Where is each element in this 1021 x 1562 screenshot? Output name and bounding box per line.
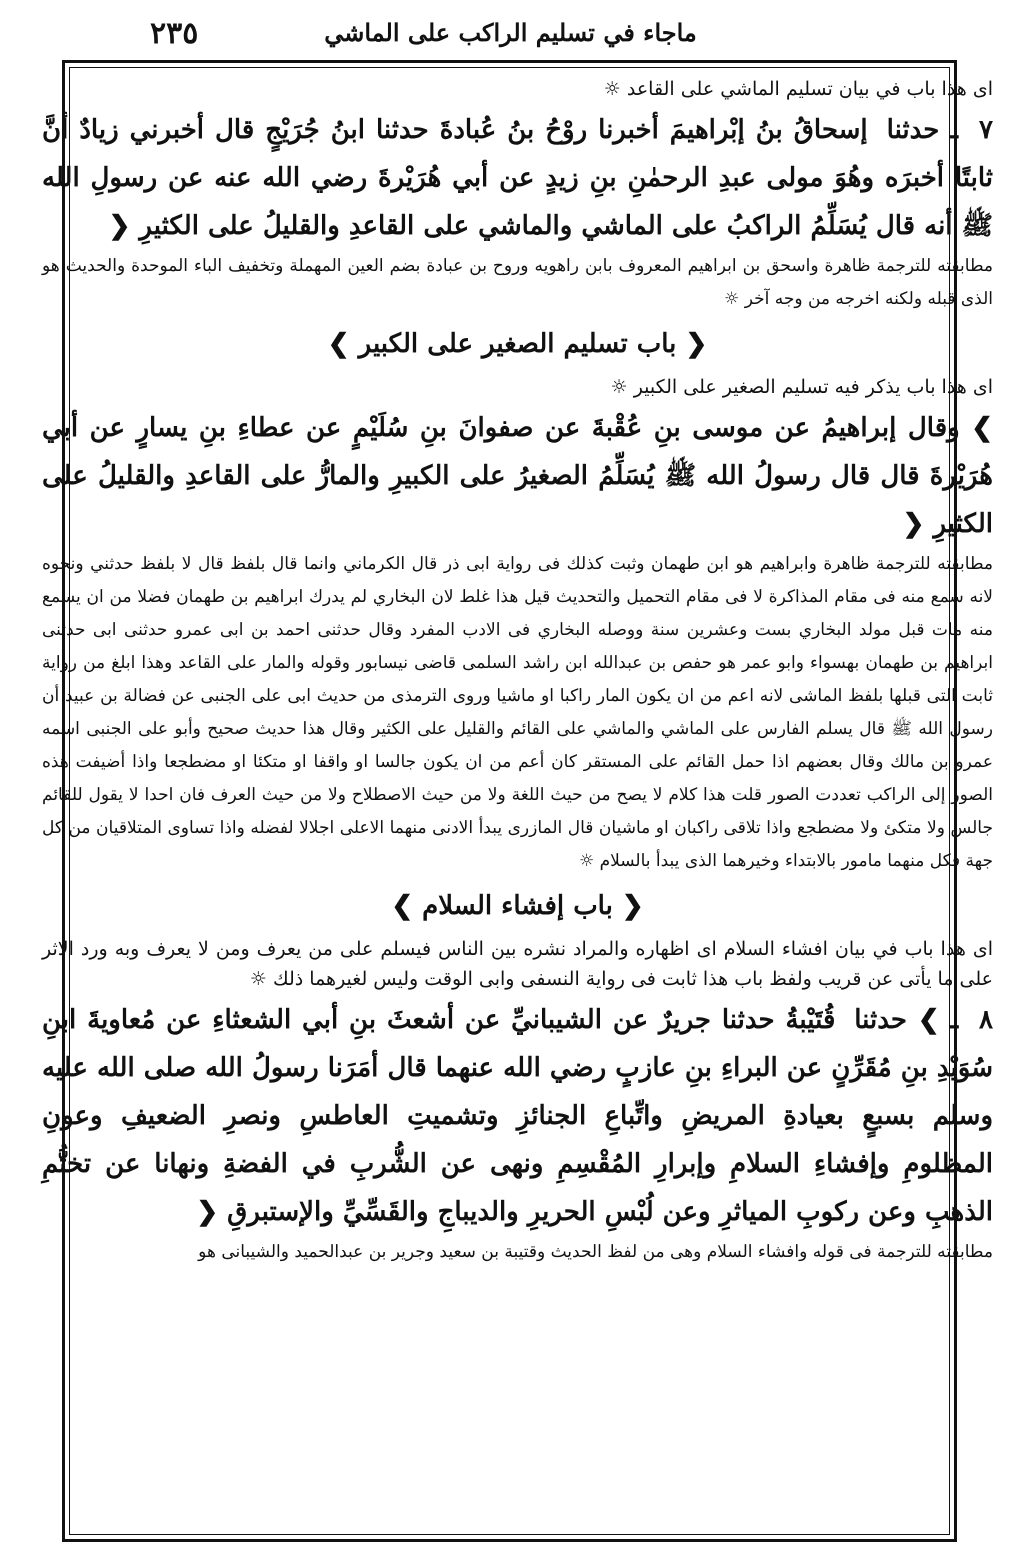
commentary-paragraph: مطابقته للترجمة ظاهرة واسحق بن ابراهيم المعروف بابن راهويه وروح بن عبادة بضم العين المهملة وتخفيف الباء الموحدة والحديث هو الذى قبله ولكنه اخرجه من وجه آخر ☼ <box>42 256 993 309</box>
hadith-text: ❯ وقال إبراهيمُ عن موسى بنِ عُقْبةَ عن صفوانَ بنِ سُلَيْمٍ عن عطاءِ بنِ يسارٍ عن أبي هُرَيْرةَ قال قال رسولُ الله ﷺ يُسَلِّمُ الصغيرُ على الكبيرِ والمارُّ على القاعدِ والقليلُ على الكثيرِ ❮ <box>42 413 993 539</box>
commentary-paragraph: مطابقته للترجمة فى قوله وافشاء السلام وهى من لفظ الحديث وقتيبة بن سعيد وجرير بن عبدالحميد والشيبانى هو <box>198 1242 993 1262</box>
hadith-number: ٧ <box>979 115 993 145</box>
hadith-text <box>42 106 993 250</box>
text-body <box>42 74 993 1269</box>
chapter-heading: ❮ باب تسليم الصغير على الكبير ❯ <box>327 329 708 359</box>
page-number: ٢٣٥ <box>150 16 199 51</box>
hadith-body: قُتَيْبةُ حدثنا جريرٌ عن الشيبانيِّ عن أشعثَ بنِ أبي الشعثاءِ عن مُعاويةَ ابنِ سُوَيْدِ بنِ مُقَرِّنٍ عن البراءِ بنِ عازبٍ رضي الله عنهما قال أمَرَنا رسولُ الله صلى الله عليه وسلم بسبعٍ بعيادةِ المريضِ واتِّباعِ الجنائزِ وتشميتِ العاطسِ ونصرِ الضعيفِ وعونِ المظلومِ وإفشاءِ السلامِ وإبرارِ المُقْسِمِ ونهى عن الشُّربِ في الفضةِ ونهانا عن تختُّمِ الذهبِ وعن ركوبِ المياثرِ وعن لُبْسِ الحريرِ والديباجِ والقَسِّيِّ والإستبرقِ ❮ <box>42 1005 993 1227</box>
hadith-opening: ـ حدثنا <box>886 115 959 145</box>
chapter-gloss: اى هذا باب في بيان تسليم الماشي على القاعد ☼ <box>603 78 993 100</box>
chapter-gloss: اى هذا باب في بيان افشاء السلام اى اظهاره والمراد نشره بين الناس فيسلم على من يعرف ومن لا يعرف وبه ورد الاثر على ما يأتى عن قريب ولفظ باب هذا ثابت فى رواية النسفى وابى الوقت وليس لغيرهما ذلك ☼ <box>42 938 993 990</box>
chapter-heading: ❮ باب إفشاء السلام ❯ <box>391 891 644 921</box>
hadith-number: ٨ <box>979 1005 993 1035</box>
hadith-opening: ـ ❯ حدثنا <box>854 1005 959 1035</box>
hadith-body: إسحاقُ بنُ إبْراهيمَ أخبرنا روْحُ بنُ عُبادةَ حدثنا ابنُ جُرَيْجٍ قال أخبرني زيادٌ أنَّ ثابتًا أخبرَه وهُوَ مولى عبدِ الرحمٰنِ بنِ زيدٍ عن أبي هُرَيْرةَ رضي الله عنه عن رسولِ الله ﷺ أنه قال يُسَلِّمُ الراكبُ على الماشي والماشي على القاعدِ والقليلُ على الكثيرِ ❮ <box>42 115 993 241</box>
hadith-text <box>42 996 993 1236</box>
chapter-gloss: اى هذا باب يذكر فيه تسليم الصغير على الكبير ☼ <box>610 376 993 398</box>
page-header <box>60 8 961 64</box>
commentary-paragraph: مطابقته للترجمة ظاهرة وابراهيم هو ابن طهمان وثبت كذلك فى رواية ابى ذر قال الكرماني وانما قال بلفظ قال لا بلفظ حدثني ونحوه لانه سمع منه فى مقام المذاكرة لا فى مقام التحميل والتحديث قيل هذا غلط لان البخاري لم يدرك ابراهيم بن طهمان فضلا من ان يسمع منه مات قبل مولد البخاري بست وعشرين سنة ووصله البخاري فى الادب المفرد وقال حدثنى احمد بن ابى عمرو حدثنى ابى حدثنى ابراهيم بن طهمان بهسواء وابو عمر هو حفص بن عبدالله ابن راشد السلمى قاضى نيسابور وقوله والمار على القاعد وهذا ابلغ من رواية ثابت التى قبلها بلفظ الماشى لانه اعم من ان يكون المار راكبا او ماشيا وروى الترمذى من حديث ابى على الجنبى عن فضالة بن عبيد أن رسول الله ﷺ قال يسلم الفارس على الماشي والماشي على القائم والقليل على الكثير وقال هذا حديث صحيح وأبو على الجنبى اسمه عمرو بن مالك وقال بعضهم اذا حمل القائم على المستقر كان أعم من ان يكون جالسا او واقفا او متكئا او مضطجعا واذا أضيفت هذه الصور إلى الراكب تعددت الصور قلت هذا كلام لا يصح من حيث اللغة ولا من حيث الاصطلاح ولا من حيث العرف فان احدا لا يقول للقائم جالس ولا متكئ ولا مضطجع واذا تلاقى راكبان او ماشيان قال المازرى يبدأ الادنى منهما الاعلى اجلالا لفضله واذا تساوى المتلاقيان من كل جهة فكل منهما مامور بالابتداء وخيرهما الذى يبدأ بالسلام ☼ <box>42 554 993 871</box>
running-title: ماجاء في تسليم الراكب على الماشي <box>324 18 697 47</box>
